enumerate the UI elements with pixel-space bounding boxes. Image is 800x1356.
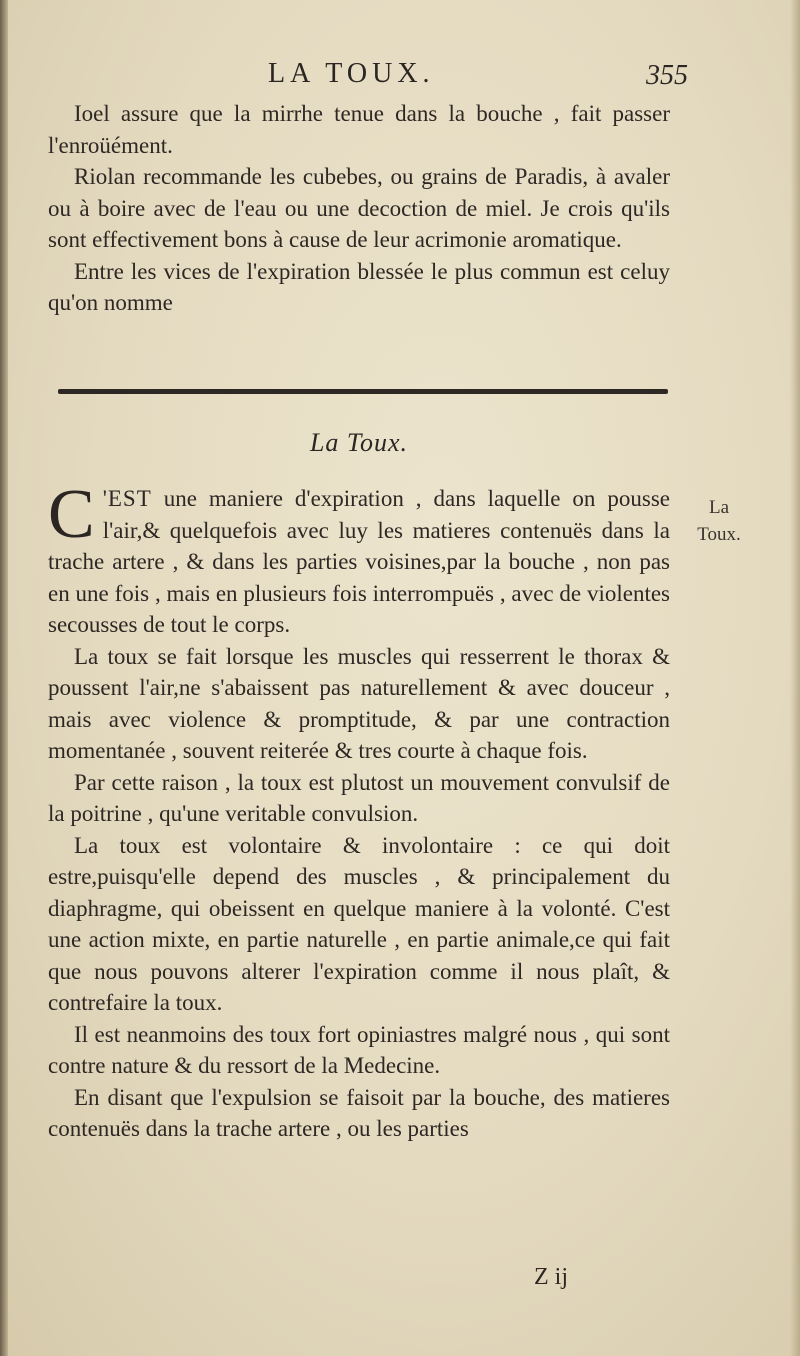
margin-note-line: La bbox=[708, 497, 730, 518]
running-title: LA TOUX. bbox=[268, 58, 435, 89]
paragraph: La toux se fait lorsque les muscles qui resserrent le thorax & poussent l'air,ne s'abaissent pas naturellement & avec douceur , mais avec violence & promptitude, & par une contraction momentanée , souvent reiterée & tres courte à chaque fois. bbox=[48, 643, 670, 763]
section-body bbox=[48, 476, 670, 1145]
signature-mark: Z ij bbox=[534, 1264, 568, 1290]
margin-note bbox=[684, 494, 754, 548]
paragraph: Il est neanmoins des toux fort opiniastres malgré nous , qui sont contre nature & du ressort de la Medecine. bbox=[48, 1021, 670, 1078]
page-edge bbox=[790, 0, 800, 1356]
section-divider-rule bbox=[58, 389, 668, 394]
paragraph: Par cette raison , la toux est plutost un mouvement convulsif de la poitrine , qu'une veritable convulsion. bbox=[48, 769, 670, 826]
paragraph: Entre les vices de l'expiration blessée le plus commun est celuy qu'on nomme bbox=[48, 258, 670, 315]
paragraph: En disant que l'expulsion se faisoit par la bouche, des matieres contenuës dans la trache artere , ou les parties bbox=[48, 1084, 670, 1141]
page-number: 355 bbox=[646, 60, 688, 91]
first-paragraph bbox=[48, 476, 670, 641]
paragraph-text: une maniere d'expiration , dans laquelle on pousse l'air,& quelquefois avec luy les matieres contenuës dans la trache artere , & dans les parties voisines,par la bouche , non pas en une fois , mais en plusieurs fois interrompuës , avec de violentes secousses de tout le corps. bbox=[48, 486, 670, 637]
page-header bbox=[48, 58, 688, 98]
paragraph: Riolan recommande les cubebes, ou grains de Paradis, à avaler ou à boire avec de l'eau ou une decoction de miel. Je crois qu'ils sont effectivement bons à cause de leur acrimonie aromatique. bbox=[48, 164, 670, 252]
section-title: La Toux. bbox=[309, 428, 409, 457]
drop-capital: C bbox=[48, 476, 95, 553]
paragraph: La toux est volontaire & involontaire : ce qui doit estre,puisqu'elle depend des muscles , & principalement du diaphragme, qui obeissent en quelque maniere à la volonté. C'est une action mixte, en partie naturelle , en partie animale,ce qui fait que nous pouvons alterer l'expiration comme il nous plaît, & contrefaire la toux. bbox=[48, 832, 670, 1015]
page-gutter-shadow bbox=[0, 0, 8, 1356]
margin-note-line: Toux. bbox=[697, 524, 741, 545]
top-text bbox=[48, 98, 670, 319]
paragraph: Ioel assure que la mirrhe tenue dans la bouche , fait passer l'enroüément. bbox=[48, 101, 670, 158]
opening-word: 'EST bbox=[102, 486, 152, 511]
